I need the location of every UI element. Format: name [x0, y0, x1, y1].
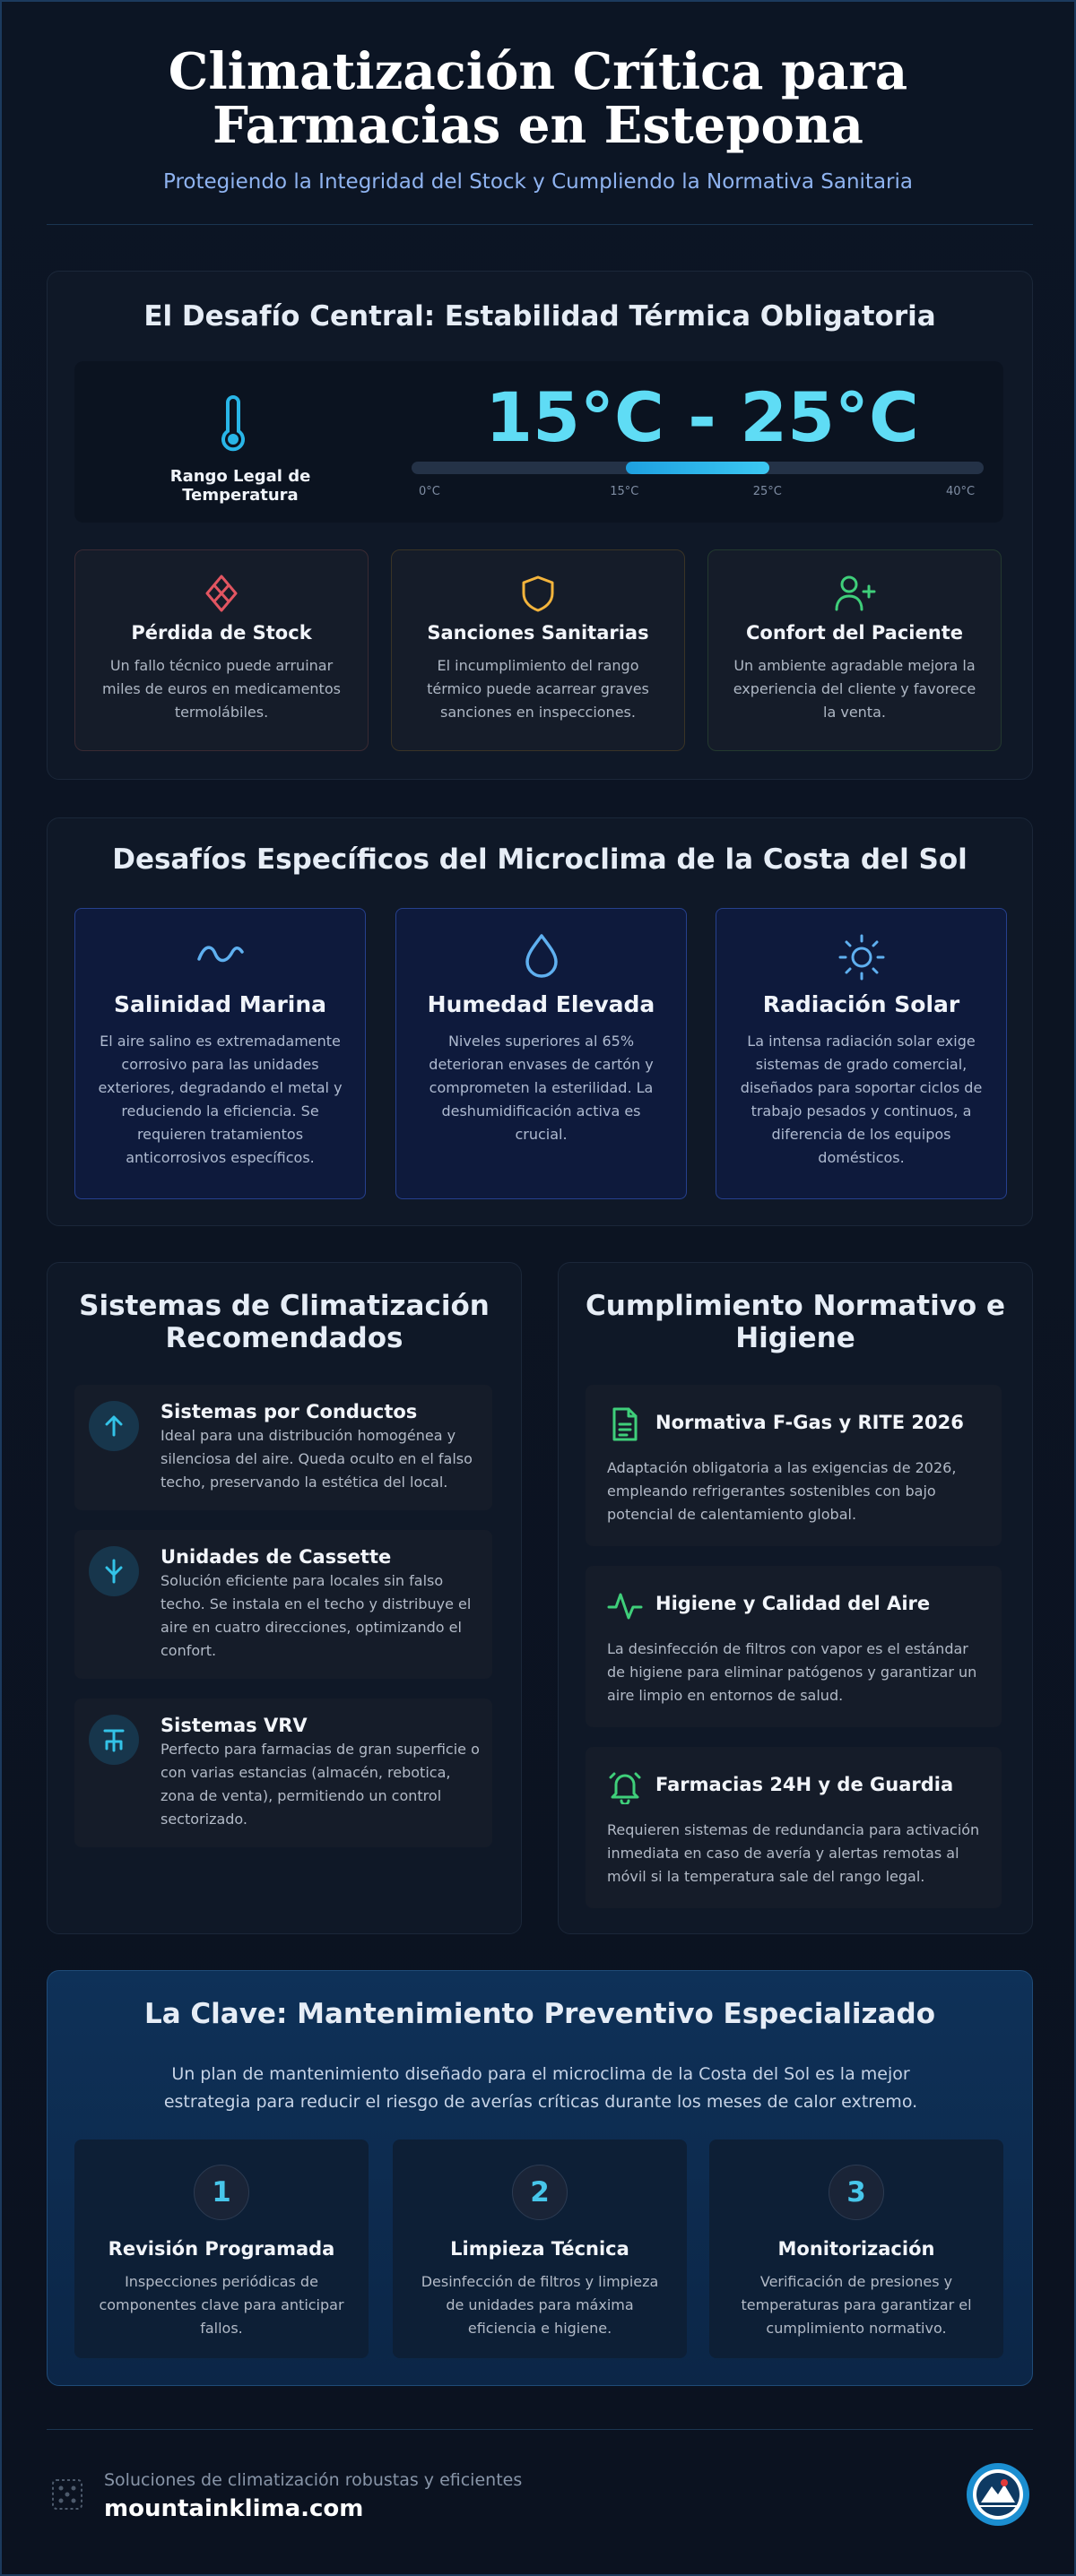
risk-title: Pérdida de Stock [131, 622, 312, 644]
step-card [74, 2139, 369, 2358]
step-title: Monitorización [777, 2238, 935, 2260]
maintenance-description: Un plan de mantenimiento diseñado para el microclima de la Costa del Sol es la mejor estrategia para reducir el riesgo de averías críticas durante los meses de calor extremo. [163, 2064, 918, 2112]
microclimate-card-title: Salinidad Marina [113, 991, 327, 1017]
brand-logo [965, 2461, 1031, 2531]
shield-icon [392, 574, 684, 613]
range-label: Rango Legal de Temperatura [169, 467, 311, 505]
risk-card-comfort [707, 549, 1002, 751]
arrow-up-icon [89, 1401, 139, 1451]
risk-title: Confort del Paciente [746, 622, 963, 644]
compliance-text: La desinfección de filtros con vapor es el estándar de higiene para eliminar patógenos y garantizar un aire limpio en entornos de salud. [607, 1640, 977, 1704]
systems-section [47, 1262, 522, 1934]
system-title: Sistemas VRV [161, 1715, 308, 1736]
tick-label: 15°C [610, 485, 639, 498]
compliance-section [558, 1262, 1033, 1934]
maintenance-title: La Clave: Mantenimiento Preventivo Especializado [143, 1998, 936, 2030]
document-icon [607, 1406, 643, 1446]
compliance-title-item: Higiene y Calidad del Aire [655, 1593, 931, 1614]
system-title: Sistemas por Conductos [161, 1401, 418, 1422]
header-divider [47, 224, 1033, 225]
microclimate-card-text: El aire salino es extremadamente corrosivo para las unidades exteriores, degradando el metal y reduciendo la eficiencia. Se requieren tratamientos anticorrosivos específicos. [98, 1033, 343, 1166]
compliance-item-hygiene [586, 1566, 1002, 1727]
step-number: 3 [829, 2165, 884, 2220]
step-number: 1 [194, 2165, 249, 2220]
step-text: Desinfección de filtros y limpieza de unidades para máxima eficiencia e higiene. [421, 2273, 659, 2337]
step-card [393, 2139, 687, 2358]
split-icon [89, 1715, 139, 1765]
tick-label: 40°C [946, 485, 976, 498]
step-card [709, 2139, 1003, 2358]
footer-website-link[interactable]: mountainklima.com [104, 2495, 364, 2522]
systems-title: Sistemas de Climatización Recomendados [79, 1290, 490, 1354]
challenge-title: El Desafío Central: Estabilidad Térmica Obligatoria [143, 300, 936, 333]
microclimate-section [47, 817, 1033, 1226]
risk-text: El incumplimiento del rango térmico puede acarrear graves sanciones en inspecciones. [427, 657, 649, 721]
range-value: 15°C - 25°C [485, 377, 919, 457]
sun-icon [716, 932, 1006, 975]
microclimate-title: Desafíos Específicos del Microclima de la Costa del Sol [112, 843, 968, 876]
microclimate-card-solar [716, 908, 1007, 1199]
step-text: Verificación de presiones y temperaturas para garantizar el cumplimiento normativo. [741, 2273, 972, 2337]
risk-text: Un fallo técnico puede arruinar miles de euros en medicamentos termolábiles. [102, 657, 341, 721]
step-text: Inspecciones periódicas de componentes clave para anticipar fallos. [99, 2273, 344, 2337]
user-plus-icon [708, 574, 1001, 613]
compliance-text: Requieren sistemas de redundancia para activación inmediata en caso de avería y alertas remotas al móvil si la temperatura sale del rango legal. [607, 1821, 980, 1885]
maintenance-section [47, 1970, 1033, 2386]
temperature-bar [412, 462, 984, 474]
microclimate-card-humidity [395, 908, 687, 1199]
compliance-item-24h [586, 1747, 1002, 1908]
step-title: Revisión Programada [108, 2238, 335, 2260]
droplet-icon [396, 932, 686, 975]
microclimate-card-title: Humedad Elevada [427, 991, 655, 1017]
compliance-title-item: Normativa F-Gas y RITE 2026 [655, 1412, 964, 1433]
grid-icon [50, 2477, 84, 2515]
system-text: Ideal para una distribución homogénea y silenciosa del aire. Queda oculto en el falso techo, preservando la estética del local. [161, 1427, 473, 1491]
wave-icon [75, 932, 365, 975]
system-text: Perfecto para farmacias de gran superficie o con varias estancias (almacén, rebotica, zona de venta), permitiendo un control sectorizado. [161, 1741, 480, 1828]
thermometer-icon [218, 395, 248, 458]
microclimate-card-text: Niveles superiores al 65% deterioran envases de cartón y comprometen la esterilidad. La deshumidificación activa es crucial. [429, 1033, 654, 1143]
step-title: Limpieza Técnica [450, 2238, 629, 2260]
footer-divider [47, 2429, 1033, 2430]
footer-tagline: Soluciones de climatización robustas y eficientes [104, 2470, 523, 2490]
activity-icon [607, 1587, 643, 1627]
system-title: Unidades de Cassette [161, 1546, 392, 1568]
compliance-title: Cumplimiento Normativo e Higiene [586, 1290, 1006, 1354]
risk-text: Un ambiente agradable mejora la experiencia del cliente y favorece la venta. [733, 657, 976, 721]
page-subtitle: Protegiendo la Integridad del Stock y Cumpliendo la Normativa Sanitaria [163, 170, 913, 194]
tick-label: 0°C [419, 485, 440, 498]
microclimate-card-text: La intensa radiación solar exige sistemas de grado comercial, diseñados para soportar ciclos de trabajo pesados y continuos, a diferencia de los equipos domésticos. [740, 1033, 983, 1166]
diamond-alert-icon [75, 574, 368, 613]
step-number: 2 [512, 2165, 568, 2220]
page-title: Climatización Crítica para Farmacias en Estepona [168, 42, 908, 155]
compliance-text: Adaptación obligatoria a las exigencias de 2026, empleando refrigerantes sostenibles con bajo potencial de calentamiento global. [607, 1459, 957, 1523]
risk-card-stock [74, 549, 369, 751]
system-text: Solución eficiente para locales sin falso techo. Se instala en el techo y distribuye el aire en cuatro direcciones, optimizando el confort. [161, 1572, 472, 1659]
system-item-cassette [74, 1530, 492, 1679]
risk-card-sanctions [391, 549, 685, 751]
arrow-down-branch-icon [89, 1546, 139, 1596]
system-item-ducts [74, 1385, 492, 1510]
challenge-section [47, 271, 1033, 780]
microclimate-card-salinity [74, 908, 366, 1199]
system-item-vrv [74, 1699, 492, 1847]
bell-icon [607, 1768, 643, 1808]
legal-range-fill [626, 462, 769, 474]
tick-label: 25°C [752, 485, 782, 498]
risk-title: Sanciones Sanitarias [427, 622, 649, 644]
header [2, 2, 1074, 194]
compliance-item-fgas [586, 1385, 1002, 1546]
compliance-title-item: Farmacias 24H y de Guardia [655, 1774, 954, 1795]
temperature-range-panel [74, 361, 1003, 523]
microclimate-card-title: Radiación Solar [762, 991, 960, 1017]
